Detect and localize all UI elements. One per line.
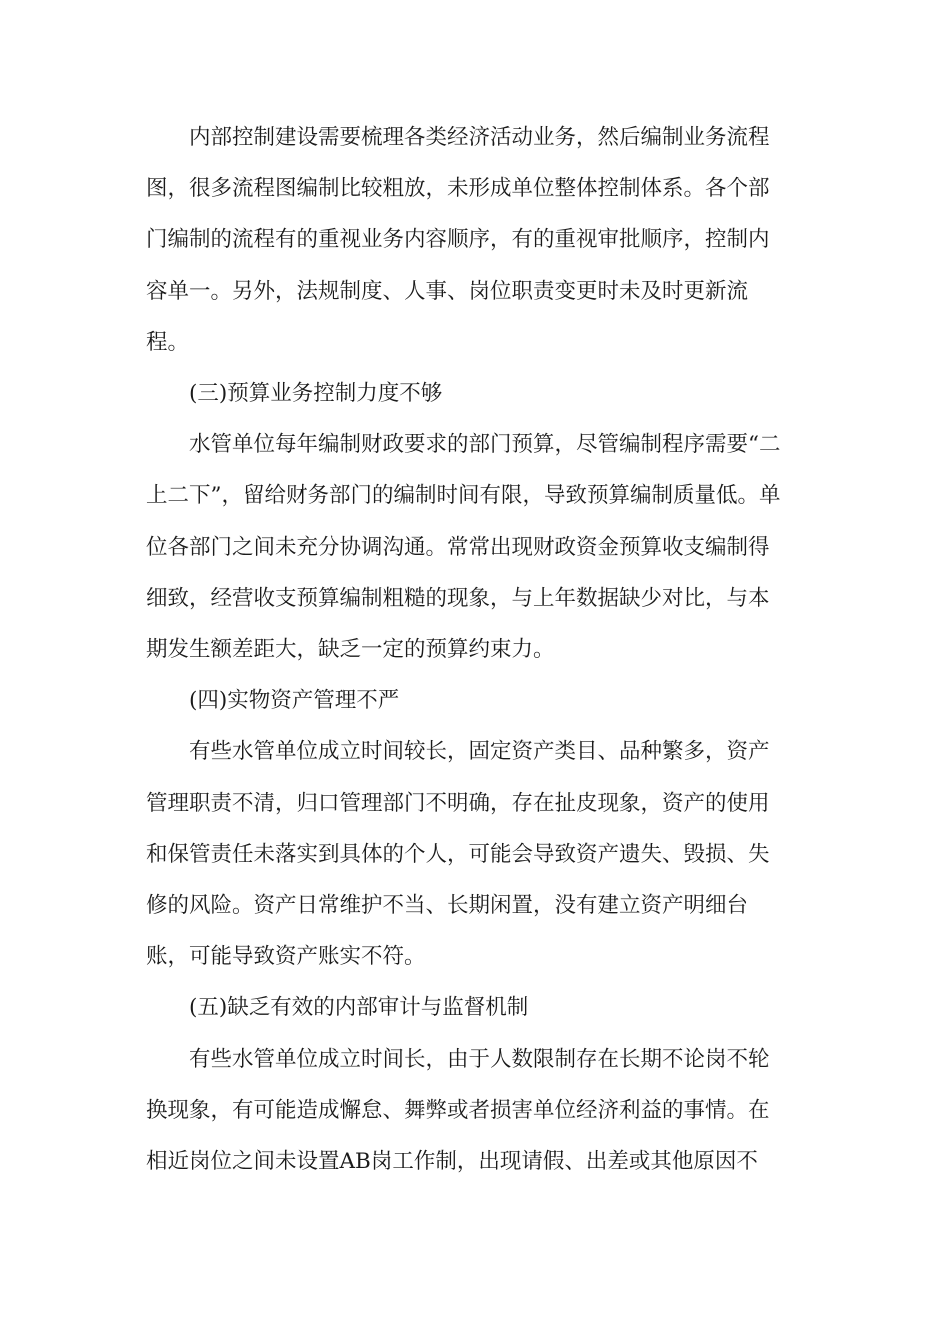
text-line: (四)实物资产管理不严	[189, 688, 400, 714]
text-line: 和保管责任未落实到具体的个人，可能会导致资产遗失、毁损、失	[146, 841, 770, 867]
text-line: 程。	[146, 329, 190, 355]
text-line: 管理职责不清，归口管理部门不明确，存在扯皮现象，资产的使用	[146, 790, 770, 816]
text-line: 账，可能导致资产账实不符。	[146, 944, 426, 970]
text-line: 有些水管单位成立时间较长，固定资产类目、品种繁多，资产	[189, 739, 770, 765]
text-line: 内部控制建设需要梳理各类经济活动业务，然后编制业务流程	[189, 125, 770, 150]
text-line: 上二下”，留给财务部门的编制时间有限，导致预算编制质量低。单	[146, 483, 781, 509]
text-line: 相近岗位之间未设置AB岗工作制，出现请假、出差或其他原因不	[146, 1149, 758, 1174]
text-line: 容单一。另外，法规制度、人事、岗位职责变更时未及时更新流	[146, 278, 749, 304]
text-line: 水管单位每年编制财政要求的部门预算，尽管编制程序需要“二	[189, 432, 781, 458]
text-line: 有些水管单位成立时间长，由于人数限制存在长期不论岗不轮	[189, 1046, 770, 1072]
text-line: 修的风险。资产日常维护不当、长期闲置，没有建立资产明细台	[146, 893, 749, 918]
text-line: 图，很多流程图编制比较粗放，未形成单位整体控制体系。各个部	[146, 176, 770, 202]
text-line: 门编制的流程有的重视业务内容顺序，有的重视审批顺序，控制内	[146, 227, 770, 253]
text-line: 换现象，有可能造成懈怠、舞弊或者损害单位经济利益的事情。在	[146, 1097, 770, 1123]
text-line: 期发生额差距大，缺乏一定的预算约束力。	[146, 637, 555, 662]
text-line: 位各部门之间未充分协调沟通。常常出现财政资金预算收支编制得	[146, 534, 770, 560]
text-line: (五)缺乏有效的内部审计与监督机制	[189, 995, 529, 1021]
text-line: (三)预算业务控制力度不够	[189, 381, 443, 406]
text-line: 细致，经营收支预算编制粗糙的现象，与上年数据缺少对比，与本	[146, 585, 770, 611]
